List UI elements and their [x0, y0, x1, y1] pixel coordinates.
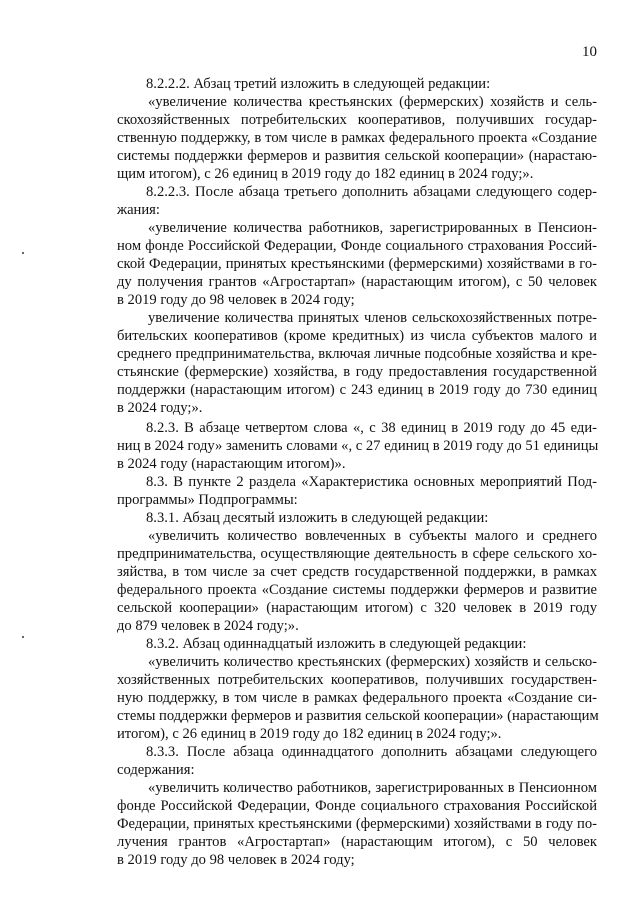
paragraph-line: «увеличить количество вовлеченных в субъекты малого и среднего [148, 528, 597, 544]
paragraph-line: ственную поддержку, в том числе в рамках федерального проекта «Создание [117, 130, 597, 146]
paragraph-line: Федерации, принятых крестьянскими (фермерскими) хозяйствами в году по- [117, 816, 597, 832]
paragraph-line: «увеличить количество крестьянских (фермерских) хозяйств и сельско- [148, 654, 597, 670]
paragraph-line: в 2019 году до 98 человек в 2024 году; [117, 852, 355, 868]
paragraph-line: содержания: [117, 762, 195, 778]
paragraph-line: скохозяйственных потребительских кооперативов, получивших государ- [117, 112, 597, 128]
paragraph-line: 8.2.3. В абзаце четвертом слова «, с 38 единиц в 2019 году до 45 еди- [146, 420, 597, 436]
page-number: 10 [582, 44, 597, 60]
scan-speck [22, 636, 24, 638]
paragraph-line: в 2024 году;». [117, 400, 203, 416]
paragraph-line: лучения грантов «Агростартап» (нарастающим итогом), с 50 человек [117, 834, 597, 850]
paragraph-line: 8.3. В пункте 2 раздела «Характеристика основных мероприятий Под- [146, 474, 597, 490]
paragraph-line: до 879 человек в 2024 году;». [117, 618, 299, 634]
paragraph-line: 8.3.1. Абзац десятый изложить в следующей редакции: [146, 510, 489, 526]
paragraph-line: зяйства, в том числе за счет средств государственной поддержки, в рамках [117, 564, 597, 580]
paragraph-line: 8.3.2. Абзац одиннадцатый изложить в следующей редакции: [146, 636, 527, 652]
paragraph-line: стемы поддержки фермеров и развития сельской кооперации» (нарастающим [117, 708, 599, 724]
paragraph-line: среднего предпринимательства, включая личные подсобные хозяйства и кре- [117, 346, 597, 362]
paragraph-line: ду получения грантов «Агростартап» (нарастающим итогом), с 50 человек [117, 274, 597, 290]
paragraph-line: 8.3.3. После абзаца одиннадцатого дополнить абзацами следующего [146, 744, 597, 760]
paragraph-line: программы» Подпрограммы: [117, 492, 298, 508]
paragraph-line: в 2024 году (нарастающим итогом)». [117, 456, 346, 472]
paragraph-line: хозяйственных потребительских кооперативов, получивших государствен- [117, 672, 597, 688]
paragraph-line: поддержки (нарастающим итогом) с 243 единиц в 2019 году до 730 единиц [117, 382, 597, 398]
scan-speck [22, 252, 24, 254]
paragraph-line: жания: [117, 202, 160, 218]
paragraph-line: бительских кооперативов (кроме кредитных) из числа субъектов малого и [117, 328, 597, 344]
paragraph-line: «увеличение количества крестьянских (фермерских) хозяйств и сель- [148, 94, 597, 110]
paragraph-line: ную поддержку, в том числе в рамках федерального проекта «Создание си- [117, 690, 597, 706]
paragraph-line: стьянские (фермерские) хозяйства, в году предоставления государственной [117, 364, 597, 380]
paragraph-line: сельской кооперации» (нарастающим итогом) с 320 человек в 2019 году [117, 600, 597, 616]
paragraph-line: ниц в 2024 году» заменить словами «, с 27 единиц в 2019 году до 51 единицы [117, 438, 599, 454]
paragraph-line: системы поддержки фермеров и развития сельской кооперации» (нарастаю- [117, 148, 597, 164]
paragraph-line: «увеличить количество работников, зарегистрированных в Пенсионном [148, 780, 597, 796]
paragraph-line: ской Федерации, принятых крестьянскими (фермерскими) хозяйствами в го- [117, 256, 597, 272]
paragraph-line: в 2019 году до 98 человек в 2024 году; [117, 292, 355, 308]
paragraph-line: увеличение количества принятых членов сельскохозяйственных потре- [148, 310, 597, 326]
paragraph-line: ном фонде Российской Федерации, Фонде социального страхования Россий- [117, 238, 597, 254]
paragraph-line: фонде Российской Федерации, Фонде социального страхования Российской [117, 798, 597, 814]
paragraph-line: 8.2.2.2. Абзац третий изложить в следующей редакции: [146, 76, 491, 92]
paragraph-line: щим итогом), с 26 единиц в 2019 году до 182 единиц в 2024 году;». [117, 166, 534, 182]
paragraph-line: предпринимательства, осуществляющие деятельность в сфере сельского хо- [117, 546, 597, 562]
paragraph-line: федерального проекта «Создание системы поддержки фермеров и развитие [117, 582, 597, 598]
paragraph-line: «увеличение количества работников, зарегистрированных в Пенсион- [148, 220, 597, 236]
paragraph-line: итогом), с 26 единиц в 2019 году до 182 единиц в 2024 году;». [117, 726, 502, 742]
paragraph-line: 8.2.2.3. После абзаца третьего дополнить абзацами следующего содер- [146, 184, 597, 200]
